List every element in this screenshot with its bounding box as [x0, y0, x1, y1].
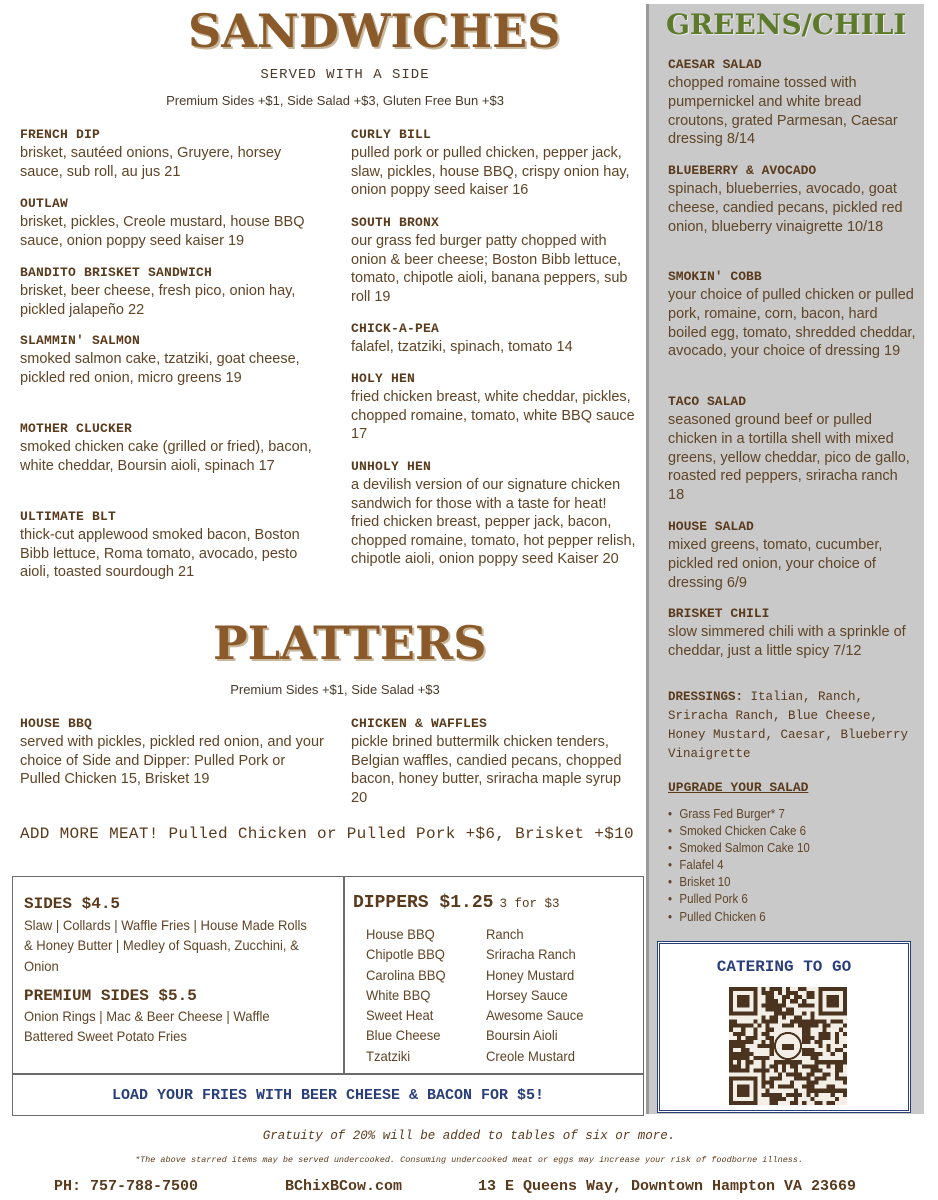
dippers-column	[366, 924, 446, 1066]
website-link[interactable]: BChixBCow.com	[285, 1178, 403, 1195]
list-item: Horsey Sauce	[486, 986, 568, 1003]
menu-item	[668, 605, 916, 661]
sides-box	[12, 876, 344, 1074]
dippers-deal: 3 for $3	[499, 897, 560, 911]
list-item: Awesome Sauce	[486, 1007, 584, 1024]
sandwiches-title: SANDWICHES	[188, 4, 561, 58]
item-desc: served with pickles, pickled red onion, and your choice of Side and Dipper: Pulled Pork or Pulled Chicken 15, Brisket 19	[20, 734, 324, 787]
item-desc: your choice of pulled chicken or pulled pork, romaine, corn, bacon, hard boiled egg, tomato, shredded cheddar, avocado, your choice of dressing 19	[668, 287, 916, 360]
menu-item	[668, 518, 916, 592]
address: 13 E Queens Way, Downtown Hampton VA 23669	[478, 1178, 857, 1195]
list-item: Ranch	[486, 926, 524, 942]
item-desc: a devilish version of our signature chicken sandwich for those with a taste for heat! fried chicken breast, pepper jack, bacon, chopped romaine, tomato, hot pepper relish, chipotle aioli, onion poppy seed Kaiser 20	[351, 477, 636, 567]
item-name: HOUSE SALAD	[668, 519, 754, 534]
item-desc: fried chicken breast, white cheddar, pickles, chopped romaine, tomato, white BBQ sauce 17	[351, 389, 635, 442]
list-item: Chipotle BBQ	[366, 946, 445, 963]
qr-code-icon[interactable]	[728, 987, 848, 1105]
item-name: ULTIMATE BLT	[20, 509, 117, 524]
item-desc: pulled pork or pulled chicken, pepper jack, slaw, pickles, house BBQ, crispy onion hay, onion poppy seed kaiser 16	[351, 145, 630, 198]
item-desc: slow simmered chili with a sprinkle of cheddar, just a little spicy 7/12	[668, 624, 906, 659]
served-with-side: SERVED WITH A SIDE	[260, 67, 430, 83]
item-desc: smoked chicken cake (grilled or fried), bacon, white cheddar, Boursin aioli, spinach 17	[20, 439, 312, 474]
list-item: Sweet Heat	[366, 1007, 434, 1024]
menu-item	[351, 715, 636, 807]
menu-item	[20, 264, 320, 319]
undercooked-disclaimer: *The above starred items may be served undercooked. Consuming undercooked meat or eggs may increase your risk of foodborne illness.	[134, 1155, 804, 1165]
menu-item	[668, 162, 916, 236]
fries-promo-box	[12, 1074, 644, 1116]
item-name: SOUTH BRONX	[351, 215, 440, 230]
upgrade-title: UPGRADE YOUR SALAD	[668, 780, 809, 795]
menu-item	[668, 268, 916, 361]
list-item: Tzatziki	[366, 1047, 411, 1064]
item-name: HOLY HEN	[351, 371, 416, 386]
list-item: • Grass Fed Burger* 7	[668, 806, 810, 823]
list-item: Carolina BBQ	[366, 966, 446, 983]
item-name: CHICKEN & WAFFLES	[351, 716, 488, 731]
dressings-label: DRESSINGS:	[668, 690, 744, 704]
menu-item	[668, 56, 916, 149]
gratuity-note: Gratuity of 20% will be added to tables of six or more.	[262, 1129, 676, 1143]
list-item: • Smoked Chicken Cake 6	[668, 823, 810, 840]
list-item: Blue Cheese	[366, 1027, 441, 1044]
menu-item	[20, 332, 320, 387]
list-item: • Falafel 4	[668, 857, 810, 874]
item-desc: chopped romaine tossed with pumpernickel and white bread croutons, grated Parmesan, Caesar dressing 8/14	[668, 75, 898, 148]
item-name: TACO SALAD	[668, 394, 747, 409]
item-name: BLUEBERRY & AVOCADO	[668, 163, 817, 178]
item-name: CHICK-A-PEA	[351, 321, 440, 336]
list-item: Boursin Aioli	[486, 1027, 558, 1044]
item-name: CURLY BILL	[351, 127, 432, 142]
dressings-text: Italian, Ranch, Sriracha Ranch, Blue Cheese, Honey Mustard, Caesar, Blueberry Vinaigrette	[668, 690, 909, 761]
catering-title: CATERING TO GO	[716, 958, 852, 976]
platters-title: PLATTERS	[213, 616, 487, 670]
list-item: Creole Mustard	[486, 1047, 576, 1064]
item-desc: falafel, tzatziki, spinach, tomato 14	[351, 339, 573, 355]
item-name: HOUSE BBQ	[20, 716, 93, 731]
item-desc: spinach, blueberries, avocado, goat cheese, candied pecans, pickled red onion, blueberry vinaigrette 10/18	[668, 181, 903, 235]
item-desc: our grass fed burger patty chopped with onion & beer cheese; Boston Bibb lettuce, tomato, chipotle aioli, banana peppers, sub roll 19	[351, 233, 628, 305]
catering-box	[657, 941, 911, 1113]
item-name: OUTLAW	[20, 196, 69, 211]
menu-item	[351, 126, 636, 200]
list-item: White BBQ	[366, 986, 431, 1003]
menu-item	[668, 393, 916, 505]
add-more-meat: ADD MORE MEAT! Pulled Chicken or Pulled Pork +$6, Brisket +$10	[20, 825, 634, 843]
list-item: Sriracha Ranch	[486, 946, 576, 963]
list-item: Honey Mustard	[486, 966, 575, 983]
dippers-title	[353, 893, 559, 913]
list-item: House BBQ	[366, 926, 435, 942]
list-item: • Smoked Salmon Cake 10	[668, 840, 810, 857]
upgrade-list	[668, 806, 810, 926]
menu-item	[20, 195, 320, 250]
item-desc: brisket, sautéed onions, Gruyere, horsey sauce, sub roll, au jus 21	[20, 145, 282, 180]
item-desc: mixed greens, tomato, cucumber, pickled red onion, your choice of dressing 6/9	[668, 537, 883, 591]
greens-title: GREENS/CHILI	[666, 8, 907, 41]
menu-item	[351, 320, 636, 357]
menu-item	[351, 370, 636, 444]
item-name: BRISKET CHILI	[668, 606, 770, 621]
item-name: FRENCH DIP	[20, 127, 101, 142]
item-desc: smoked salmon cake, tzatziki, goat cheese, pickled red onion, micro greens 19	[20, 351, 300, 386]
menu-item	[20, 126, 320, 181]
item-name: SMOKIN' COBB	[668, 269, 762, 284]
platter-premium-note: Premium Sides +$1, Side Salad +$3	[230, 682, 440, 697]
item-name: CAESAR SALAD	[668, 57, 762, 72]
premium-sides-list: Onion Rings | Mac & Beer Cheese | Waffle Battered Sweet Potato Fries	[24, 1008, 270, 1045]
list-item: • Pulled Pork 6	[668, 891, 810, 908]
item-name: MOTHER CLUCKER	[20, 421, 133, 436]
premium-sides-title: PREMIUM SIDES $5.5	[24, 987, 197, 1005]
list-item: • Brisket 10	[668, 874, 810, 891]
item-desc: brisket, pickles, Creole mustard, house BBQ sauce, onion poppy seed kaiser 19	[20, 214, 305, 249]
menu-item	[20, 420, 320, 475]
item-desc: seasoned ground beef or pulled chicken in a tortilla shell with mixed greens, yellow cheddar, pico de gallo, roasted red peppers, sriracha ranch 18	[668, 412, 910, 504]
item-name: BANDITO BRISKET SANDWICH	[20, 265, 213, 280]
item-desc: thick-cut applewood smoked bacon, Boston Bibb lettuce, Roma tomato, avocado, pesto aioli, toasted sourdough 21	[20, 527, 300, 580]
sides-title: SIDES $4.5	[24, 895, 121, 913]
fries-promo: LOAD YOUR FRIES WITH BEER CHEESE & BACON FOR $5!	[111, 1087, 545, 1104]
item-desc: pickle brined buttermilk chicken tenders, Belgian waffles, candied pecans, chopped bacon, honey butter, sriracha maple syrup 20	[351, 734, 622, 806]
list-item: • Pulled Chicken 6	[668, 909, 810, 926]
sides-list: Slaw | Collards | Waffle Fries | House Made Rolls & Honey Butter | Medley of Squash, Zucchini, & Onion	[24, 917, 307, 974]
dippers-column	[486, 924, 583, 1066]
menu-item	[351, 214, 636, 306]
item-desc: brisket, beer cheese, fresh pico, onion hay, pickled jalapeño 22	[20, 283, 296, 318]
item-name: SLAMMIN' SALMON	[20, 333, 141, 348]
menu-item	[20, 715, 325, 789]
item-name: UNHOLY HEN	[351, 459, 432, 474]
menu-item	[351, 458, 636, 569]
dippers-title-text: DIPPERS $1.25	[353, 893, 494, 913]
sandwich-premium-note: Premium Sides +$1, Side Salad +$3, Gluten Free Bun +$3	[166, 93, 504, 108]
phone-number[interactable]: PH: 757-788-7500	[54, 1178, 199, 1195]
menu-item	[20, 508, 320, 582]
dippers-box	[344, 876, 644, 1074]
dressings-list	[668, 688, 918, 764]
